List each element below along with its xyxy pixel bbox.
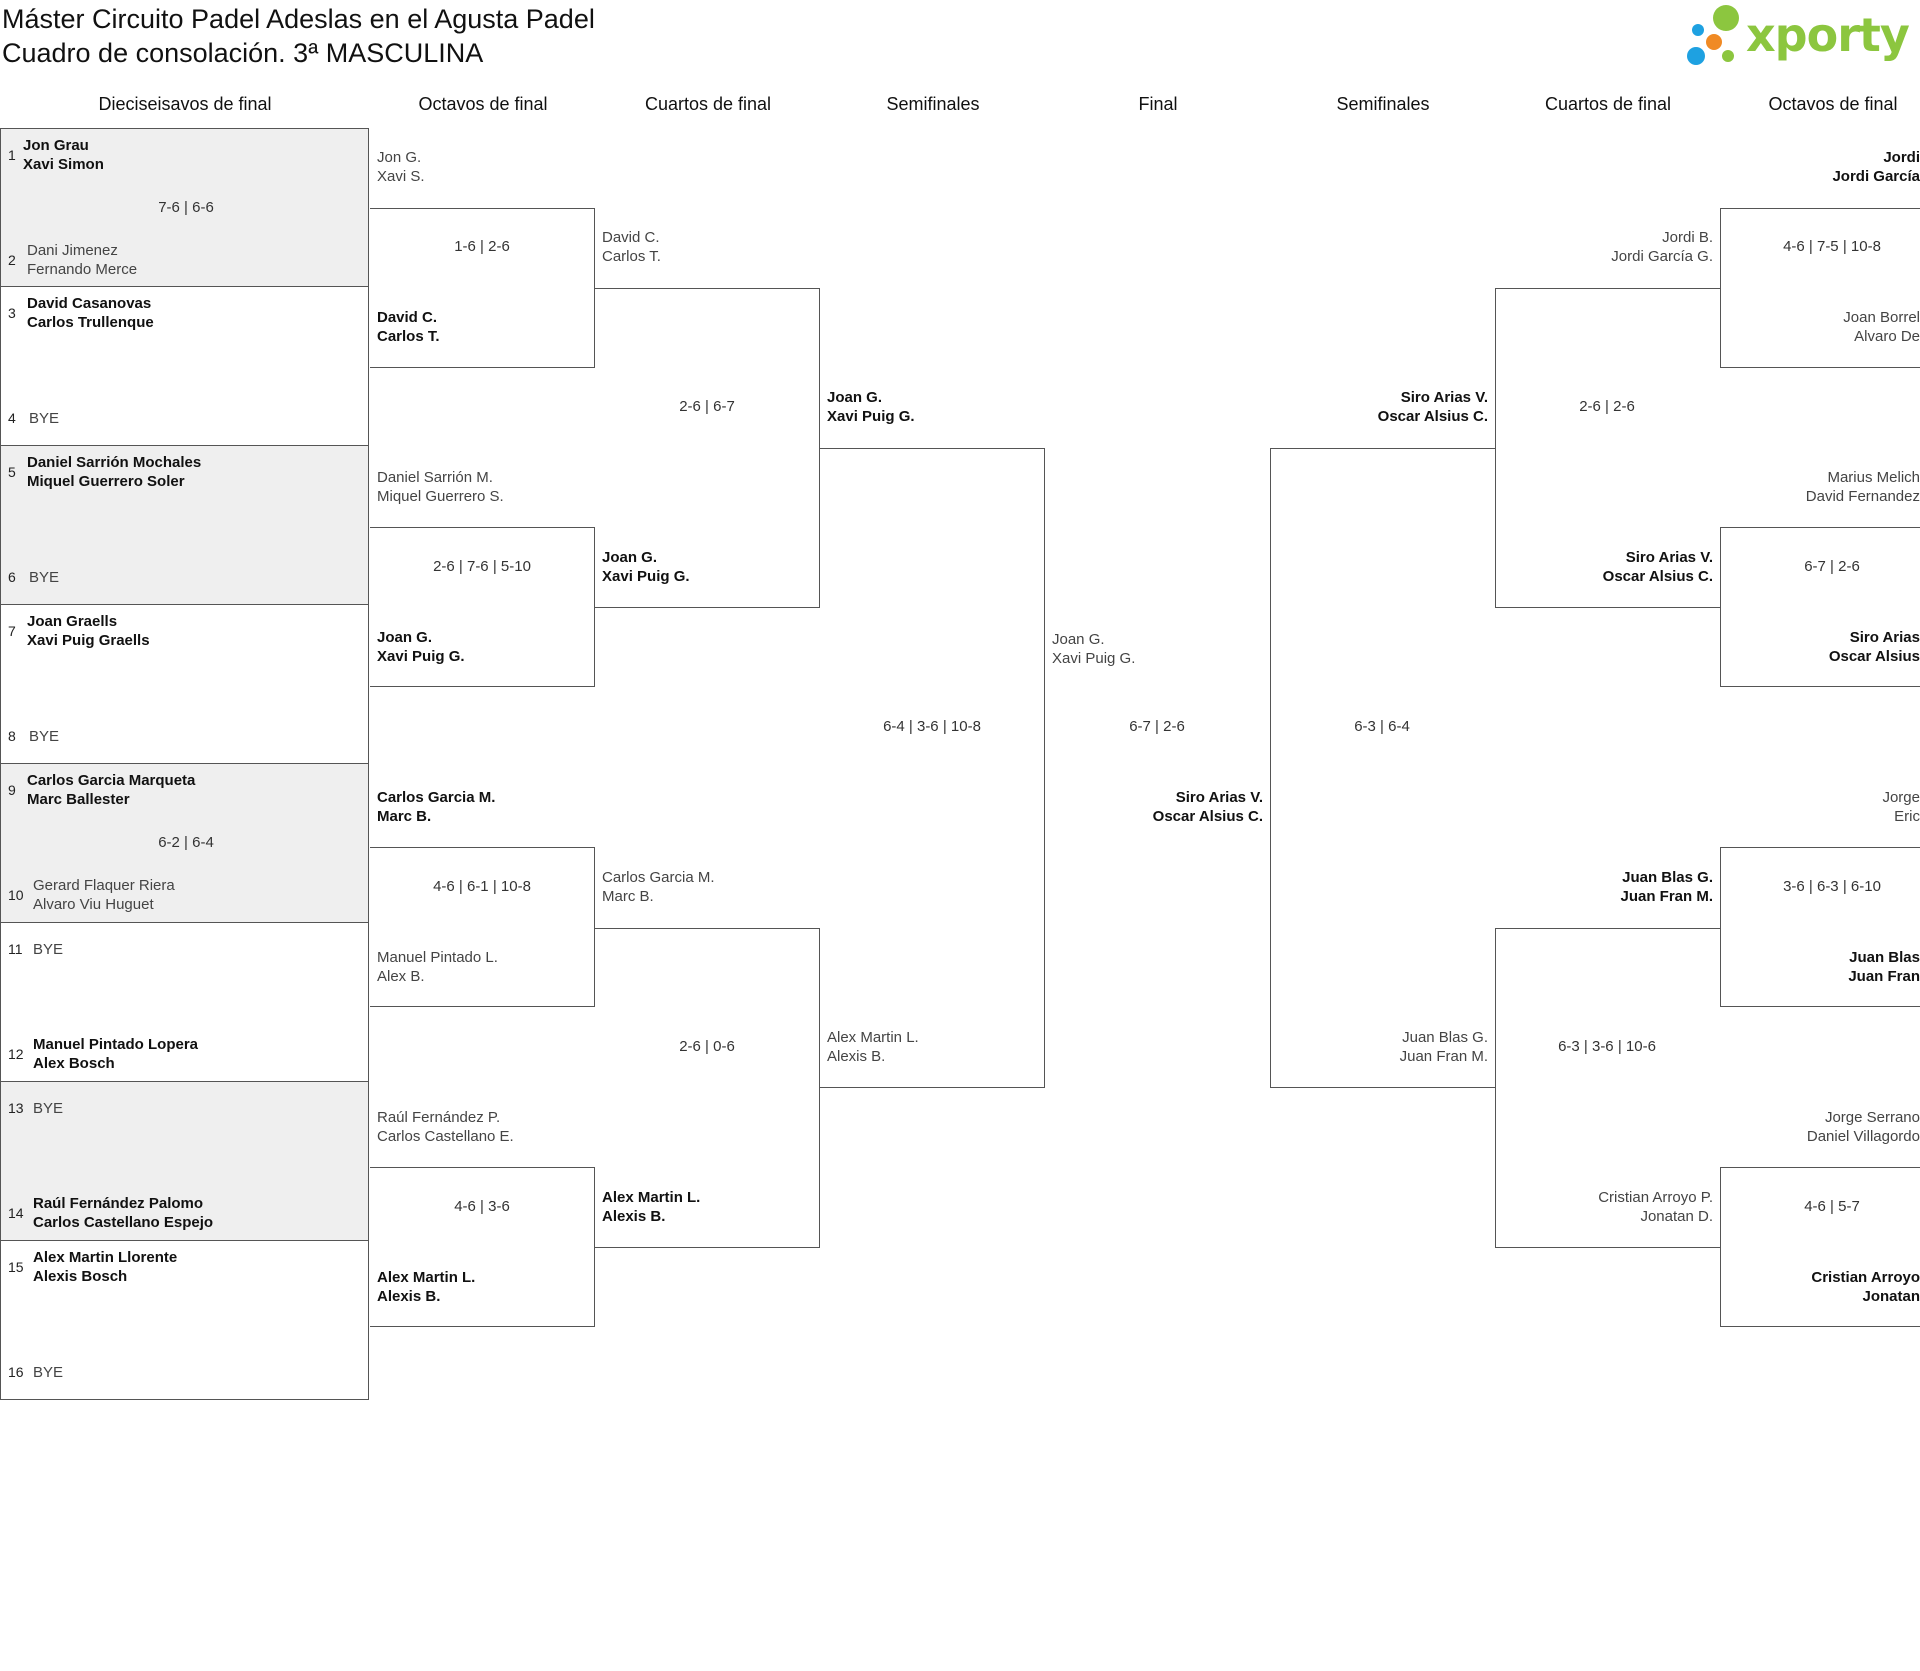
team-name: Cristian Arroyo [1811, 1269, 1920, 1286]
match-score: 6-7 | 2-6 [1804, 558, 1860, 575]
player-name: Miquel Guerrero Soler [27, 473, 185, 490]
r16-match [0, 605, 369, 764]
match-score: 2-6 | 2-6 [1579, 398, 1635, 415]
r16-match [0, 1241, 369, 1400]
seed-number: 3 [8, 305, 16, 321]
player-name: Alvaro Viu Huguet [33, 896, 154, 913]
team-name: Oscar Alsius C. [1152, 808, 1263, 825]
match-score: 4-6 | 7-5 | 10-8 [1783, 238, 1881, 255]
team-name: Carlos Garcia M. [377, 789, 496, 806]
team-name: Daniel Villagordo [1806, 1128, 1920, 1145]
team-name: David Fernandez [1805, 488, 1920, 505]
team-name: Raúl Fernández P. [377, 1109, 501, 1126]
player-name: BYE [29, 410, 60, 427]
player-name: Fernando Merce [27, 261, 138, 278]
team-name: Carlos T. [377, 328, 440, 345]
team-name: Carlos Castellano E. [377, 1128, 514, 1145]
player-name: BYE [29, 569, 60, 586]
seed-number: 6 [8, 569, 16, 585]
r16-match [0, 923, 369, 1082]
round-header-cuartos-left: Cuartos de final [644, 94, 772, 114]
page-subtitle: Cuadro de consolación. 3ª MASCULINA [2, 38, 484, 68]
player-name: Alex Bosch [33, 1055, 115, 1072]
seed-number: 14 [8, 1205, 24, 1221]
player-name: Alexis Bosch [33, 1268, 128, 1285]
player-name: Gerard Flaquer Riera [33, 877, 175, 894]
team-name: Jonatan [1862, 1288, 1920, 1305]
seed-number: 13 [8, 1100, 24, 1116]
match-score: 6-2 | 6-4 [158, 834, 214, 851]
match-score: 7-6 | 6-6 [158, 199, 214, 216]
team-name: Manuel Pintado L. [377, 949, 498, 966]
player-name: BYE [29, 728, 60, 745]
player-name: Daniel Sarrión Mochales [27, 454, 202, 471]
team-name: Xavi Puig G. [602, 568, 690, 585]
team-name: Jordi García G. [1611, 248, 1713, 265]
round-header-semis-right: Semifinales [1336, 94, 1430, 114]
team-name: Eric [1894, 808, 1920, 825]
team-name: Cristian Arroyo P. [1598, 1189, 1713, 1206]
team-name: Miquel Guerrero S. [377, 488, 504, 505]
match-score: 4-6 | 3-6 [454, 1198, 510, 1215]
team-name: Jorge [1882, 789, 1920, 806]
seed-number: 8 [8, 728, 16, 744]
team-name: Alex Martin L. [602, 1189, 701, 1206]
team-name: Marc B. [377, 808, 432, 825]
seed-number: 4 [8, 410, 16, 426]
page-title: Máster Circuito Padel Adeslas en el Agusta Padel [2, 4, 595, 34]
team-name: Jorge Serrano [1824, 1109, 1920, 1126]
seed-number: 12 [8, 1046, 24, 1062]
match-score: 6-3 | 3-6 | 10-6 [1558, 1038, 1656, 1055]
title-block [2, 2, 595, 70]
team-name: Jordi García [1832, 168, 1920, 185]
player-name: Xavi Simon [23, 156, 104, 173]
team-name: Alex Martin L. [827, 1029, 919, 1046]
team-name: Jon G. [377, 149, 422, 166]
team-name: Joan G. [1052, 631, 1105, 648]
team-name: Siro Arias [1849, 629, 1920, 646]
round-header-octavos-left: Octavos de final [418, 94, 548, 114]
team-name: Jordi B. [1662, 229, 1713, 246]
team-name: Siro Arias V. [1175, 789, 1263, 806]
team-name: Alexis B. [827, 1048, 886, 1065]
team-name: Juan Fran M. [1620, 888, 1713, 905]
seed-number: 15 [8, 1259, 24, 1275]
team-name: Oscar Alsius [1828, 648, 1920, 665]
team-name: Alvaro De [1854, 328, 1920, 345]
team-name: Alexis B. [377, 1288, 441, 1305]
round-header-cuartos-right: Cuartos de final [1544, 94, 1672, 114]
team-name: Oscar Alsius C. [1602, 568, 1713, 585]
team-name: Marc B. [602, 888, 654, 905]
player-name: Xavi Puig Graells [27, 632, 150, 649]
match-score: 2-6 | 7-6 | 5-10 [433, 558, 531, 575]
player-name: BYE [33, 1364, 64, 1381]
team-name: Alex Martin L. [377, 1269, 476, 1286]
team-name: Juan Blas G. [1402, 1029, 1488, 1046]
match-score: 3-6 | 6-3 | 6-10 [1783, 878, 1881, 895]
match-score: 2-6 | 6-7 [679, 398, 735, 415]
team-name: Joan G. [377, 629, 433, 646]
team-name: Juan Fran [1848, 968, 1920, 985]
team-name: Xavi Puig G. [827, 408, 915, 425]
seed-number: 7 [8, 623, 16, 639]
team-name: Joan G. [602, 549, 658, 566]
team-name: Xavi Puig G. [377, 648, 465, 665]
team-name: Jordi [1883, 149, 1920, 166]
player-name: BYE [33, 941, 64, 958]
team-name: Alexis B. [602, 1208, 666, 1225]
team-name: Carlos T. [602, 248, 661, 265]
match-score: 4-6 | 6-1 | 10-8 [433, 878, 531, 895]
logo-text: xporty [1746, 8, 1909, 62]
player-name: Carlos Garcia Marqueta [27, 772, 196, 789]
seed-number: 2 [8, 252, 16, 268]
round-header-semis-left: Semifinales [886, 94, 980, 114]
match-score: 6-4 | 3-6 | 10-8 [883, 718, 981, 735]
team-name: Siro Arias V. [1625, 549, 1713, 566]
r16-match [0, 1082, 369, 1241]
r16-match [0, 446, 369, 605]
seed-number: 11 [8, 941, 23, 957]
r16-match [0, 128, 369, 287]
team-name: Xavi Puig G. [1052, 650, 1136, 667]
team-name: Oscar Alsius C. [1377, 408, 1488, 425]
match-score: 6-7 | 2-6 [1129, 718, 1185, 735]
match-score: 6-3 | 6-4 [1354, 718, 1410, 735]
team-name: Daniel Sarrión M. [377, 469, 493, 486]
round-header-dieciseisavos: Dieciseisavos de final [98, 94, 272, 114]
match-score: 4-6 | 5-7 [1804, 1198, 1860, 1215]
player-name: Alex Martin Llorente [33, 1249, 178, 1266]
player-name: Carlos Castellano Espejo [33, 1214, 214, 1231]
bracket-connector [1270, 448, 1495, 1088]
player-name: David Casanovas [27, 295, 152, 312]
r16-match [0, 764, 369, 923]
team-name: Alex B. [377, 968, 425, 985]
player-name: BYE [33, 1100, 64, 1117]
team-name: Joan G. [827, 389, 883, 406]
player-name: Carlos Trullenque [27, 314, 154, 331]
team-name: Siro Arias V. [1400, 389, 1488, 406]
team-name: David C. [602, 229, 660, 246]
player-name: Joan Graells [27, 613, 118, 630]
team-name: Xavi S. [377, 168, 425, 185]
seed-number: 16 [8, 1364, 24, 1380]
r16-match [0, 287, 369, 446]
match-score: 1-6 | 2-6 [454, 238, 510, 255]
team-name: Carlos Garcia M. [602, 869, 715, 886]
player-name: Marc Ballester [27, 791, 130, 808]
team-name: Juan Blas [1849, 949, 1920, 966]
team-name: Juan Fran M. [1399, 1048, 1488, 1065]
team-name: Marius Melich [1827, 469, 1920, 486]
seed-number: 10 [8, 887, 24, 903]
player-name: Manuel Pintado Lopera [33, 1036, 199, 1053]
team-name: David C. [377, 309, 438, 326]
team-name: Juan Blas G. [1622, 869, 1713, 886]
player-name: Dani Jimenez [27, 242, 118, 259]
seed-number: 1 [8, 147, 16, 163]
round-header-final: Final [1138, 94, 1178, 114]
team-name: Joan Borrel [1843, 309, 1920, 326]
round-header-octavos-right: Octavos de final [1768, 94, 1898, 114]
player-name: Raúl Fernández Palomo [33, 1195, 204, 1212]
match-score: 2-6 | 0-6 [679, 1038, 735, 1055]
bracket-connector [820, 448, 1045, 1088]
team-name: Jonatan D. [1640, 1208, 1713, 1225]
seed-number: 5 [8, 464, 16, 480]
player-name: Jon Grau [23, 137, 89, 154]
xporty-logo[interactable] [1682, 4, 1912, 68]
seed-number: 9 [8, 782, 16, 798]
